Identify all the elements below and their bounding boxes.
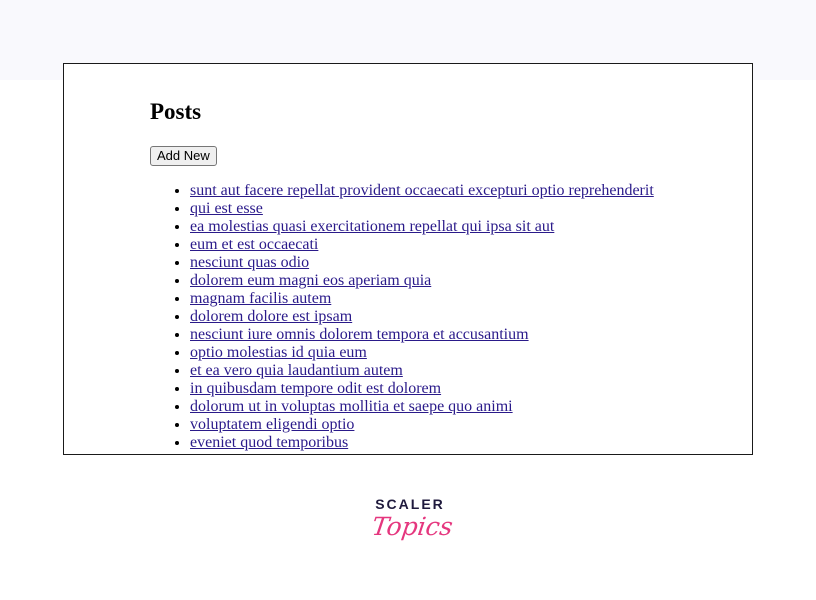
post-link[interactable]: nesciunt quas odio [190,254,310,271]
post-list-item [190,218,654,236]
post-list-item [190,434,654,452]
post-list-item [190,398,654,416]
post-list-item [190,362,654,380]
post-link[interactable]: eum et est occaecati [190,236,319,253]
post-link[interactable]: ea molestias quasi exercitationem repellat qui ipsa sit aut [190,218,555,235]
post-link[interactable]: optio molestias id quia eum [190,344,367,361]
post-link[interactable]: sunt aut facere repellat provident occaecati excepturi optio reprehenderit [190,182,654,199]
post-link[interactable]: magnam facilis autem [190,290,332,307]
post-link[interactable]: qui est esse [190,200,263,217]
post-list-item [190,416,654,434]
post-link[interactable]: nesciunt iure omnis dolorem tempora et accusantium [190,326,529,343]
add-new-button[interactable]: Add New [150,146,217,166]
post-list-item [190,326,654,344]
post-link[interactable]: voluptatem eligendi optio [190,416,355,433]
scaler-topics-logo [370,496,455,556]
browser-viewport [63,63,753,455]
logo-topics-text: Topics [370,512,455,541]
post-link[interactable]: dolorem eum magni eos aperiam quia [190,272,432,289]
post-list-item [190,236,654,254]
post-link[interactable]: in quibusdam tempore odit est dolorem [190,380,442,397]
post-link[interactable]: dolorem dolore est ipsam [190,308,353,325]
post-list-item [190,380,654,398]
post-link[interactable]: dolorum ut in voluptas mollitia et saepe quo animi [190,398,513,415]
post-list-item [190,290,654,308]
page-title: Posts [150,99,202,124]
post-list-item [190,182,654,200]
post-list-item [190,308,654,326]
post-list [150,182,654,452]
post-link[interactable]: eveniet quod temporibus [190,434,349,451]
logo-scaler-text: SCALER [375,496,445,512]
post-list-item [190,254,654,272]
posts-page [150,98,654,452]
post-list-item [190,200,654,218]
post-link[interactable]: et ea vero quia laudantium autem [190,362,403,379]
post-list-item [190,344,654,362]
post-list-item [190,272,654,290]
